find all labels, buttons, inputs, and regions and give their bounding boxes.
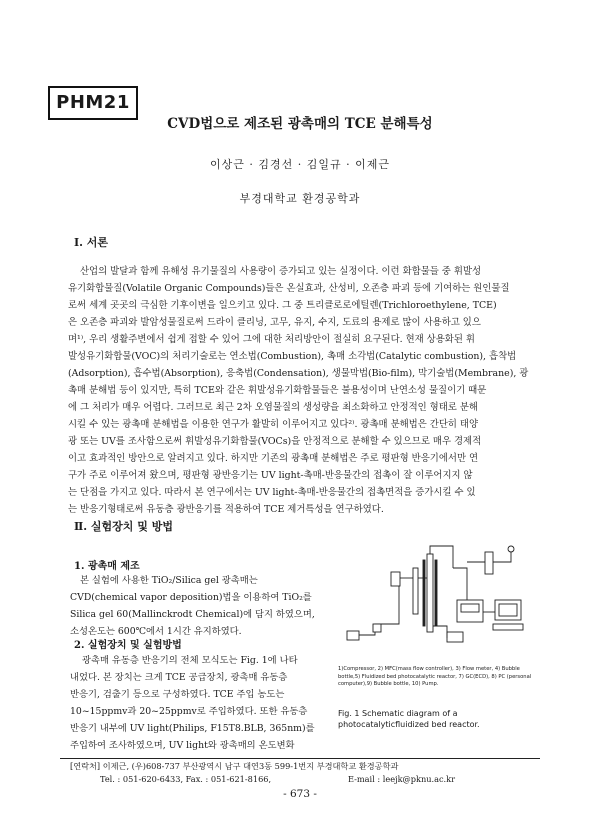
figure-caption xyxy=(338,708,543,730)
paper-title: CVD법으로 제조된 광촉매의 TCE 분해특성 xyxy=(167,116,433,132)
paragraph-line: 발성유기화합물(VOC)의 처리기술로는 연소법(Combustion), 촉매 소각법(Catalytic combustion), 흡착법 xyxy=(68,351,517,362)
paragraph-line: 반응기, 검출기 등으로 구성하였다. TCE 주입 농도는 xyxy=(70,689,285,700)
outlet-icon xyxy=(508,546,514,552)
paragraph-line: 에 그 처리가 매우 어렵다. 그러므로 최근 2차 오염물질의 생성량을 최소화하고 안정적인 형태로 분해 xyxy=(68,402,478,413)
fluidized-bed-reactor-icon xyxy=(427,554,433,632)
uv-lamp-icon-2 xyxy=(435,560,437,626)
intro-paragraph xyxy=(68,263,536,518)
paragraph-line: 소성온도는 600℃에서 1시간 유지하였다. xyxy=(70,626,242,637)
subsection-2-paragraph xyxy=(70,652,332,754)
paragraph-line: 본 실험에 사용한 TiO₂/Silica gel 광촉매는 xyxy=(80,575,258,586)
paragraph-line: 는 반응기형태로써 유동층 광반응기를 적용하여 TCE 제거특성을 연구하였다. xyxy=(68,504,384,515)
paragraph-line: 유기화합물질(Volatile Organic Compounds)들은 온실효과, 산성비, 오존층 파괴 등에 기여하는 원인물질 xyxy=(68,283,510,294)
paragraph-line: (Adsorption), 흡수법(Absorption), 응축법(Condensation), 생물막법(Bio-film), 막기술법(Membrane), 광 xyxy=(68,368,529,379)
session-code-box: PHM21 xyxy=(48,86,138,120)
footer-divider xyxy=(60,758,540,759)
footer-tel-fax: Tel. : 051-620-6433, Fax. : 051-621-8166, xyxy=(100,774,272,784)
intro-heading: Ⅰ. 서론 xyxy=(74,236,109,249)
paragraph-line: 주입하여 조사하였으며, UV light와 광촉매의 온도변화 xyxy=(70,740,295,751)
compressor-icon xyxy=(347,631,359,640)
figure-legend xyxy=(338,666,543,689)
flow-meter-icon xyxy=(413,568,418,614)
footer-email: E-mail : leejk@pknu.ac.kr xyxy=(348,774,456,784)
uv-lamp-icon xyxy=(423,560,425,626)
paragraph-line: 촉매 분해법 등이 있지만, 특히 TCE와 같은 휘발성유기화합물들은 불용성이며 난연소성 물질이기 때문 xyxy=(68,385,487,396)
paragraph-line: 광촉매 유동층 반응기의 전체 모식도는 Fig. 1에 나타 xyxy=(82,655,298,666)
paragraph-line: CVD(chemical vapor deposition)법을 이용하여 TiO₂를 xyxy=(70,592,312,603)
legend-line: 5) Fluidized bed photocatalytic reactor, 7) GC(ECD), 8) PC (personal computer), xyxy=(338,673,532,687)
paragraph-line: 은 오존층 파괴와 발암성물질로써 드라이 클리닝, 고무, 유지, 수지, 도료의 용제로 많이 사용하고 있으 xyxy=(68,317,481,328)
footer-phone-row xyxy=(70,773,540,786)
caption-line: fluidized bed reactor. xyxy=(395,720,480,729)
mfc-icon xyxy=(373,624,381,632)
bubble-bottle-icon xyxy=(391,572,400,586)
legend-line: 1)Compressor, 2) MFC(mass flow controller), 3) Flow meter, 4) Bubble bottle, xyxy=(338,666,520,680)
methods-heading: Ⅱ. 실험장치 및 방법 xyxy=(74,520,173,533)
subsection-2-heading: 2. 실험장치 및 실험방법 xyxy=(74,640,182,651)
paragraph-line: 는 단점을 가지고 있다. 따라서 본 연구에서는 UV light-촉매-반응물간의 접촉면적을 증가시킬 수 있 xyxy=(68,487,476,498)
subsection-1-heading: 1. 광촉매 제조 xyxy=(74,561,140,572)
footer-address: [연락처] 이제근, (우)608-737 부산광역시 남구 대연3동 599-1번지 부경대학교 환경공학과 xyxy=(70,761,399,771)
subsection-1-paragraph xyxy=(70,572,332,640)
paragraph-line: 광 또는 UV를 조사함으로써 휘발성유기화합물(VOCs)을 안정적으로 분해할 수 있으므로 매우 경제적 xyxy=(68,436,482,447)
paper-authors: 이상근 · 김경선 · 김일규 · 이제근 xyxy=(210,158,390,171)
footer-contact xyxy=(70,760,540,786)
caption-line: Fig. 1 Schematic diagram of a photocatalytic xyxy=(338,709,458,729)
page-number: - 673 - xyxy=(283,788,317,800)
paragraph-line: 시킬 수 있는 광촉매 분해법을 이용한 연구가 활발히 이루어지고 있다²⁾. 광촉매 분해법은 간단히 태양 xyxy=(68,419,479,430)
pump-icon xyxy=(447,632,463,642)
paragraph-line: 10~15ppmv과 20~25ppmv로 주입하였다. 또한 유동층 xyxy=(70,706,308,717)
paragraph-line: 산업의 발달과 함께 유해성 유기물질의 사용량이 증가되고 있는 실정이다. 이런 화합물들 중 휘발성 xyxy=(80,266,481,277)
paragraph-line: 구가 주로 이루어져 왔으며, 평판형 광반응기는 UV light-촉매-반응물간의 접촉이 잘 이루어지지 않 xyxy=(68,470,473,481)
legend-line: 9) Bubble bottle, 10) Pump. xyxy=(366,681,439,687)
paragraph-line: Silica gel 60(Mallinckrodt Chemical)에 담지 하였으며, xyxy=(70,609,315,620)
paragraph-line: 반응기 내부에 UV light(Philips, F15T8.BLB, 365nm)를 xyxy=(70,723,315,734)
fluidized-bed-reactor-schematic xyxy=(335,538,535,656)
paper-affiliation: 부경대학교 환경공학과 xyxy=(239,192,361,205)
bubble-bottle-icon-2 xyxy=(485,552,493,574)
paragraph-line: 로써 세계 곳곳의 극심한 기후이변을 일으키고 있다. 그 중 트리클로로에틸렌(Trichloroethylene, TCE) xyxy=(68,300,497,311)
paragraph-line: 이고 효과적인 방안으로 알려지고 있다. 하지만 기존의 광촉매 분해법은 주로 평판형 반응기에서만 연 xyxy=(68,453,479,464)
paragraph-line: 내었다. 본 장치는 크게 TCE 공급장치, 광촉매 유동층 xyxy=(70,672,288,683)
paragraph-line: 며¹⁾, 우리 생활주변에서 쉽게 접할 수 있어 그에 대한 처리방안이 절실히 요구된다. 현재 상용화된 휘 xyxy=(68,334,475,345)
